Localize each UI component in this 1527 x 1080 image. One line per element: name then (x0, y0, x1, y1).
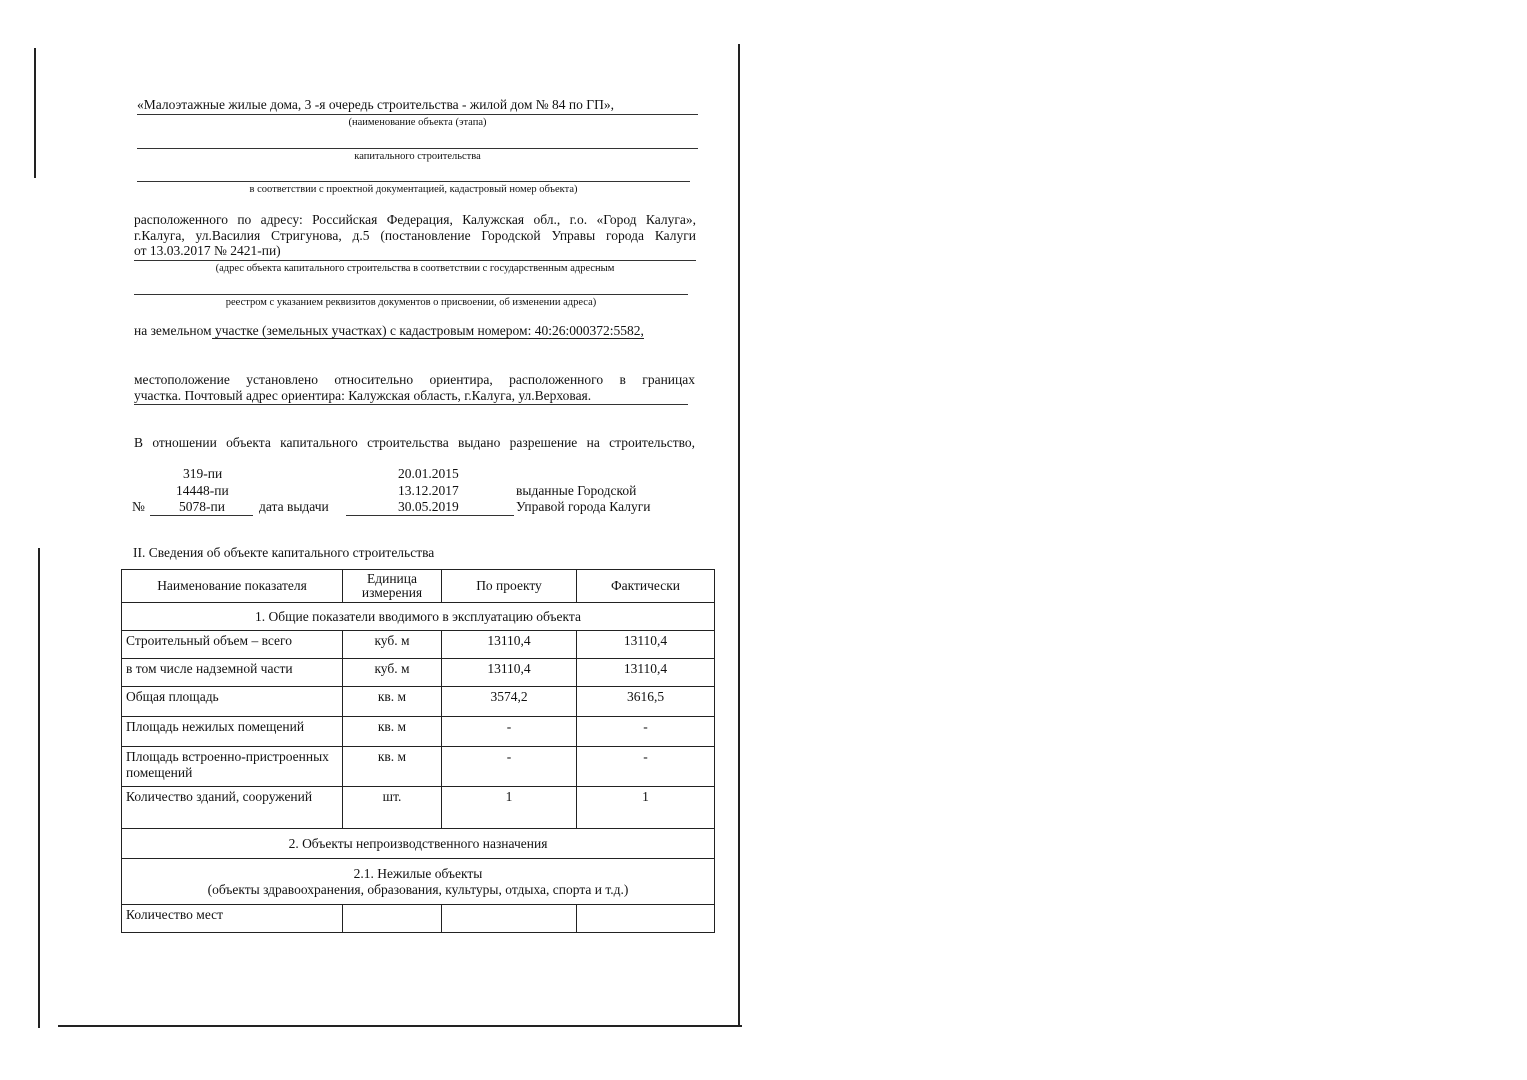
land-prefix: на земельном (134, 323, 212, 338)
row-actual: 13110,4 (577, 659, 715, 687)
object-name: «Малоэтажные жилые дома, 3 -я очередь строительства - жилой дом № 84 по ГП», (137, 97, 614, 112)
table-header-row (122, 570, 715, 603)
permit-number-2: 14448-пи (176, 483, 229, 498)
object-name-rule (137, 114, 698, 115)
table-group-row (122, 603, 715, 631)
row-unit: куб. м (343, 659, 442, 687)
permit-number-rule (150, 515, 253, 516)
table-row (122, 687, 715, 717)
row-actual: - (577, 717, 715, 747)
row-project: 13110,4 (442, 631, 577, 659)
capital-rule (137, 148, 698, 149)
permit-date-rule (346, 515, 514, 516)
table-row (122, 747, 715, 787)
group-2-1-cell (122, 859, 715, 905)
address-caption-1: (адрес объекта капитального строительства в соответствии с государственным адресным (215, 263, 615, 274)
row-project: - (442, 717, 577, 747)
permit-date-1: 20.01.2015 (398, 466, 459, 481)
location-line-2: участка. Почтовый адрес ориентира: Калужская область, г.Калуга, ул.Верховая. (134, 388, 592, 403)
header-indicator: Наименование показателя (122, 570, 343, 603)
address-rule-2 (134, 294, 688, 295)
row-actual: - (577, 747, 715, 787)
permit-date-3: 30.05.2019 (398, 499, 459, 514)
scan-edge-bottom (58, 1025, 742, 1027)
permit-date-label: дата выдачи (259, 499, 329, 514)
object-data-table (121, 569, 715, 933)
row-unit: куб. м (343, 631, 442, 659)
location-rule (134, 404, 688, 405)
location-line-1: местоположение установлено относительно ориентира, расположенного в границах (134, 372, 695, 387)
permit-intro: В отношении объекта капитального строительства выдано разрешение на строительство, (134, 435, 695, 450)
caption-object: (наименование объекта (этапа) (348, 117, 487, 128)
header-unit: Единица измерения (343, 570, 442, 603)
permit-issuer-2: Управой города Калуги (516, 499, 651, 514)
permit-issuer-1: выданные Городской (516, 483, 637, 498)
table-group-row (122, 859, 715, 905)
land-line (134, 323, 644, 339)
row-actual (577, 905, 715, 933)
row-unit: кв. м (343, 717, 442, 747)
project-rule (137, 181, 690, 182)
row-name: Общая площадь (122, 687, 343, 717)
row-actual: 13110,4 (577, 631, 715, 659)
row-unit: шт. (343, 787, 442, 829)
table-row (122, 659, 715, 687)
row-name: Количество зданий, сооружений (122, 787, 343, 829)
permit-number-1: 319-пи (183, 466, 223, 481)
row-project: 3574,2 (442, 687, 577, 717)
row-name: Количество мест (122, 905, 343, 933)
permit-number-3: 5078-пи (179, 499, 225, 514)
permit-date-2: 13.12.2017 (398, 483, 459, 498)
table-row (122, 787, 715, 829)
table-row (122, 717, 715, 747)
table-row (122, 631, 715, 659)
scan-edge-right (738, 44, 740, 1026)
permit-no-label: № (132, 499, 145, 514)
row-project: 13110,4 (442, 659, 577, 687)
row-name: Площадь нежилых помещений (122, 717, 343, 747)
row-unit: кв. м (343, 687, 442, 717)
scan-edge-left (34, 48, 36, 178)
header-actual: Фактически (577, 570, 715, 603)
row-project (442, 905, 577, 933)
group-2-title: 2. Объекты непроизводственного назначения (122, 829, 715, 859)
caption-capital: капитального строительства (354, 151, 481, 162)
group-2-1-subtitle: (объекты здравоохранения, образования, культуры, отдыха, спорта и т.д.) (207, 881, 629, 897)
row-actual: 3616,5 (577, 687, 715, 717)
header-project: По проекту (442, 570, 577, 603)
land-text: участке (земельных участках) с кадастровым номером: 40:26:000372:5582, (211, 323, 644, 338)
row-name: в том числе надземной части (122, 659, 343, 687)
table-row (122, 905, 715, 933)
address-line-1: расположенного по адресу: Российская Федерация, Калужская обл., г.о. «Город Калуга», (134, 212, 696, 227)
address-line-2: г.Калуга, ул.Василия Стригунова, д.5 (постановление Городской Управы города Калуги (134, 228, 696, 243)
caption-project: в соответствии с проектной документацией, кадастровый номер объекта) (249, 184, 578, 195)
row-name: Строительный объем – всего (122, 631, 343, 659)
address-caption-2: реестром с указанием реквизитов документов о присвоении, об изменении адреса) (225, 297, 597, 308)
row-unit: кв. м (343, 747, 442, 787)
row-project: 1 (442, 787, 577, 829)
row-actual: 1 (577, 787, 715, 829)
section-2-title: II. Сведения об объекте капитального строительства (133, 545, 435, 560)
row-unit (343, 905, 442, 933)
scan-edge-left-lower (38, 548, 40, 1028)
address-rule (134, 260, 696, 261)
address-line-3: от 13.03.2017 № 2421-пи) (134, 243, 281, 258)
table-group-row (122, 829, 715, 859)
row-name: Площадь встроенно-пристроенных помещений (122, 747, 343, 787)
row-project: - (442, 747, 577, 787)
group-2-1-title: 2.1. Нежилые объекты (353, 865, 483, 881)
group-1-title: 1. Общие показатели вводимого в эксплуатацию объекта (122, 603, 715, 631)
